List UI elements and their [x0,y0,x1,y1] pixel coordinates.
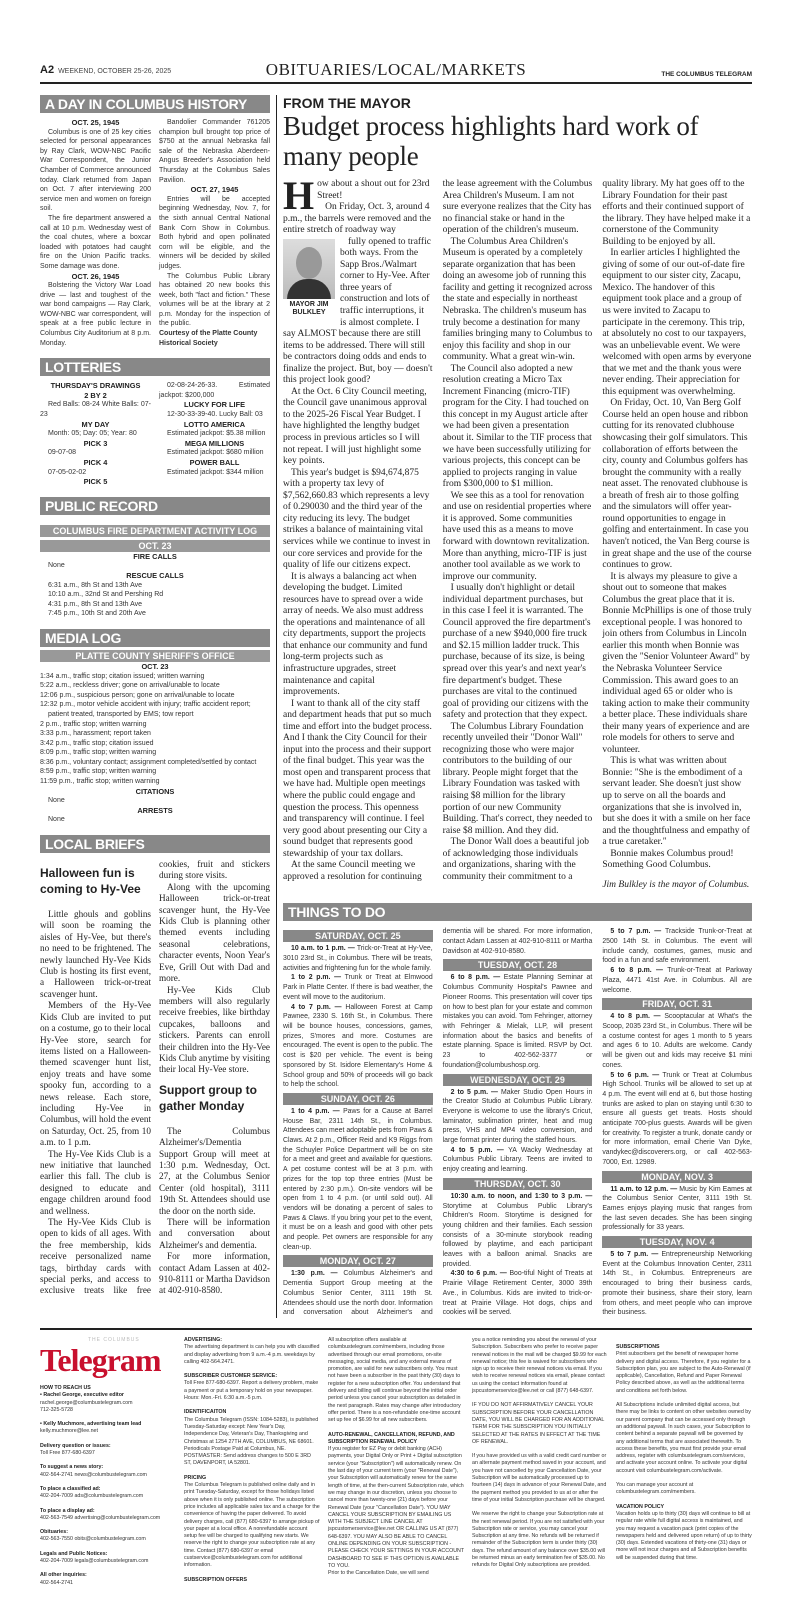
masthead-footer [40,1328,752,1587]
article-paragraph: I usually don't highlight or detail individual department purchases, but in this case I feel it is warranted. The Council approved the fire department's purchase of a new $940,000 fire truck and $2.15 million ladder truck. This purchase, because of its size, is being spread over this year's and next year's fire department's budget. These purchases are vital to the continued goal of providing our citizens with the safety and protection that they expect. [442,583,591,721]
event-item [443,1146,593,1175]
text-line: 11:59 p.m., traffic stop; written warning [40,778,160,786]
spacer [40,1522,176,1529]
spacer [616,1475,752,1482]
text-line: 712-325-5728 [40,1406,73,1413]
article-paragraph: I want to thank all of the city staff and department heads that put so much time and effort into the budget process. And I thank the City Council for their input into the process and their support of the final budget. This year was the most open and transparent process that we have had. Multiple open meetings where the public could engage and question the process. This openness and transparency will continue. I feel very good about presenting our City a sound budget that represents good stewardship of your tax dollars. [283,698,432,859]
subheading: Legals and Public Notices: [40,1550,108,1557]
event-item [602,927,752,966]
subheading: To suggest a news story: [40,1464,104,1471]
text-line: All subscription offers available at columbustelegram.com/members, including those advertised through our email promotions, on-site messaging, social media, and any external means of promotion, are valid for new subscribers only. You must not have been a subscriber in the past thirty (30) days to register for a new subscription offer. You understand that delivery and billing will continue beyond the initial order period unless you cancel your subscription as detailed in the next paragraph. Rates may change after introductory offer period. There is a non-refundable one-time account set up fee of $6.99 for all new subscribers. [328,1336,461,1424]
text-line: you a notice reminding you about the renewal of your Subscription. Subscribers who prefer to receive paper renewal notices in the mail will be charged $9.99 for each renewal notice; this fee is waived for subscribers who sign up to receive their renewal notices via email. If you wish to receive renewal notices via email, please contact us using the contact information found at jspcustomerservice@lee.net or call (877) 648-6397. [472,1336,607,1395]
event-description: YA Wacky Wednesday at Columbus Public Library. Teens are invited to enjoy creating and learning. [442,1146,593,1174]
spacer [40,1436,176,1443]
article-paragraph: At the same Council meeting we approved a resolution for continuing the lease agreement with the Columbus Area Children's Museum. I am not sure everyone realizes that the City has no financial stake or hand in the operation of the children's museum. [283,179,593,882]
text-line: Prior to the Cancellation Date, we will send [328,1570,429,1577]
event-time: 5 to 6 p.m. — [610,1071,660,1079]
text-line: 2 p.m., traffic stop; written warning [40,720,147,728]
text-line: IF YOU DO NOT AFFIRMATIVELY CANCEL YOUR SUBSCRIPTION BEFORE YOUR CANCELLATION DATE, YOU WILL BE CHARGED FOR AN ADDITIONAL TERM FOR THE SUBSCRIPTION YOU INITIALLY SELECTED AT THE RATES IN EFFECT AT THE TIME OF RENEWAL. [472,1402,605,1445]
text-line: kelly.muchmore@lee.net [40,1428,98,1435]
spacer [184,1366,320,1373]
text-line: 6:31 a.m., 8th St and 13th Ave [48,581,143,589]
event-time: 11 a.m. to 12 p.m. — [610,1185,678,1193]
article-paragraph: This year's budget is $94,674,875 with a property tax levy of $7,562,660.83 which represents a levy of 0.290030 and the third year of the city reducing its levy. The budget strikes a balance of maintaining vital services while we continue to invest in our core services and provide for the quality of life our citizens expect. [283,467,431,571]
brief-headline: Halloween fun is coming to Hy-Vee [40,866,141,897]
event-item [443,1269,593,1318]
text-line: 402-204-7009 legals@columbustelegram.com [40,1558,149,1565]
edition-date: WEEKEND, OCTOBER 25-26, 2025 [58,68,172,75]
right-content [276,95,752,1318]
telegram-logo [40,1336,176,1378]
footer-col-contact [40,1337,176,1587]
event-description: Scooptacular at What's the Scoop, 2035 23rd St., in Columbus. There will be a costume contest for ages 1 month to 5 years and ages 6 to 10. Adults are welcome. Candy will be given out and kids may receive $1 mini cones. [602,1013,752,1069]
text-line: All Subscriptions include unlimited digital access, but there may be links to content on other websites owned by our parent company that can be accessed only through an additional paywall. In such cases, your Subscription to content behind a separate paywall will be governed by any additional terms that are associated therewith. To access these benefits, you must first provide your email address, register with columbustelegram.com/services, and activate your account online. To activate your digital account visit columbustelegram.com/activate. [616,1402,751,1474]
text-line: 10:10 a.m., 32nd St and Pershing Rd [48,591,164,599]
event-item [602,1250,752,1318]
event-item [443,1088,593,1146]
spacer [472,1395,608,1402]
sheriff-log-body [40,662,270,825]
footer-col-renewal [472,1337,608,1587]
text-line: Bandolier Commander 761205 champion bull brought top price of $750 at the annual Nebraska fall sale of the Nebraska Aberdeen-Angus Breeder's Association held Thursday at the Columbus Sales Pavilion. [159,119,270,184]
event-description: Trunk or Treat at Elmwood Park in Platte Center. If there is bad weather, the event will move to the auditorium. [283,974,433,1001]
article-paragraph: fully opened to traffic both ways. From the Sapp Bros./Walmart corner to Hy-Vee. After three years of construction and lots of traffic interruptions, it is almost complete. I say ALMOST because there are still items to be addressed. There will still be contractors doing odds and ends to finalize the project. But, boy — doesn't this project look good? [283,236,433,386]
day-heading: TUESDAY, OCT. 28 [443,959,593,971]
subheading: SUBSCRIBER CUSTOMER SERVICE: [184,1373,278,1380]
text-line: None [48,562,65,570]
subheading: To place a display ad: [40,1507,95,1514]
event-description: Trackside Trunk-or-Treat at 2500 14th St. in Columbus. The event will include candy, costumes, games, music and food in a fun and safe environment. [602,928,752,965]
event-time: 1:30 p.m. — [291,1270,338,1278]
text-line: The advertising department is can help you with classified and display advertising from 9 a.m.-4 p.m. weekdays by calling 402-564.2471. [184,1344,320,1365]
things-to-do-heading: THINGS TO DO [283,903,752,921]
event-time: 5 to 7 p.m. — [610,1251,659,1259]
day-heading: SATURDAY, OCT. 25 [283,930,433,942]
day-heading: SUNDAY, OCT. 26 [283,1093,433,1105]
article-paragraph: On Friday, Oct. 10, Van Berg Golf Course held an open house and ribbon cutting for its renovated clubhouse showcasing their golf simulators. This collaboration of efforts between the city, county and Columbus golfers has brought the community with a really neat asset. The renovated clubhouse is a breath of fresh air to those golfing and the simulators will offer year-round opportunities to engage in golfing and entertainment. In case you haven't noticed, the Van Berg course is in great shape and the use of the course continues to grow. [602,398,752,571]
spacer [40,1544,176,1551]
subheading: THURSDAY'S DRAWINGS [50,381,141,391]
text-line: Estimated jackpot: $5.38 million [167,430,266,438]
text-line: We reserve the right to change your Subscription rate at the next renewal period. If you are not satisfied with your Subscription rate or service, you may cancel your Subscription at any time. No refunds will be returned if remainder of the Subscription term is under thirty (30) days. The refund amount of any balance over $35.00 will be returned minus an early termination fee of $35.00. No refunds for Digital Only subscriptions are provided. [472,1511,605,1569]
subheading: PRICING [184,1474,207,1481]
text-line: Toll Free 877-680-6397 [40,1450,95,1457]
sheriff-log-heading: PLATTE COUNTY SHERIFF'S OFFICE [40,650,270,662]
text-line: The Columbus Public Library has obtained 20 new books this week, both "fact and fiction." These volumes will be at the library at 2 p.m. Monday for the inspection of the public. [159,272,270,328]
subheading: IDENTIFICAITON [184,1409,227,1416]
day-heading: MONDAY, NOV. 3 [602,1171,752,1183]
article-paragraph: The Donor Wall does a beautiful job of acknowledging those individuals and organizations, sharing with the community their commitment to a quality library. My hat goes off to the Library Foundation for their past efforts and their continued support of the library. They have helped make it a cornerstone of the Community Building to be enjoyed by all. [442,179,751,882]
subheading: LUCKY FOR LIFE [183,400,246,410]
event-time: 1 to 4 p.m. — [291,1107,340,1115]
logo-text: Telegram [40,1341,161,1378]
spacer [184,1402,320,1409]
spacer [472,1446,608,1453]
spacer [40,1501,176,1508]
day-heading: FRIDAY, OCT. 31 [602,998,752,1010]
day-heading: WEDNESDAY, OCT. 29 [443,1074,593,1086]
mayor-column [283,95,752,891]
text-line: 12-30-33-39-40. Lucky Ball: 03 [167,411,263,419]
page-header [40,62,752,84]
event-item [602,966,752,995]
event-item [443,1192,593,1270]
credit-line: Courtesy of the Platte County Historical Society [159,330,258,347]
text-line: Little ghouls and goblins will soon be roaming the aisles of Hy-Vee, but there's no need to be frightened. The newly launched Hy-Vee Kids Club is hosting its first event, a Halloween trick-or-treat scavenger hunt. [40,909,151,999]
event-description: Music by Kim Eames at the Columbus Senior Center, 3111 19th St. Eames enjoys playing music that ranges from the last seven decades. She has been singing professionally for 33 years. [602,1185,752,1232]
lotteries-heading: LOTTERIES [40,358,270,376]
subheading: • Rachel George, executive editor [40,1392,124,1399]
subheading: PICK 3 [83,438,108,448]
text-line: There will be information and conversation about Alzheimer's and dementia. [159,1217,270,1250]
event-time: 5 to 7 p.m. — [610,928,662,936]
event-description: Trick-or-Treat at Hy-Vee, 3010 23rd St., in Columbus. There will be treats, activities and frightening fun for the whole family. [283,945,433,972]
fire-log-heading: COLUMBUS FIRE DEPARTMENT ACTIVITY LOG [40,525,270,537]
article-paragraph: In earlier articles I highlighted the giving of some of our out-of-date fire equipment to our sister city, Zacapu, Mexico. The handover of this equipment took place and a group of us were invited to Zacapu to participate in the ceremony. This trip, at absolutely no cost to our taxpayers, was an unbelievable event. We were welcomed with open arms by everyone that we met and the thank yous were never ending. Their appreciation for this equipment was overwhelming. [602,248,752,397]
event-time: 6 to 8 p.m. — [610,967,663,975]
subheading: OCT. 26, 1945 [71,271,120,281]
subheading: Delivery question or issues: [40,1442,111,1449]
article-lede [283,173,433,218]
text-line: Members of the Hy-Vee Kids Club are invited to put on a costume, go to their local Hy-Vee store, search for items listed on a Halloween-themed scavenger hunt list, enjoy treats and have some spooky fun, according to a news release. Each store, including Hy-Vee in Columbus, will hold the event on Saturday, Oct. 25, from 10 a.m. to 1 p.m. [40,1000,152,1148]
photo-caption: MAYOR JIM BULKLEY [289,300,329,317]
local-briefs-body [40,859,270,1297]
spacer [40,1565,176,1572]
footer-col-offers [328,1337,464,1587]
article-paragraph: The Council also adopted a new resolution creating a Micro Tax Increment Financing (micro-TIF) program for the City. I had touched on this concept in my August article after we had been given a presentation about it. Similar to the TIF process that we have been successfully utilizing for various projects, this concept can be applied to projects ranging in value from $300,000 to $1 million. [442,363,592,490]
newspaper-name: THE COLUMBUS TELEGRAM [661,71,752,78]
fire-log-body [40,552,270,619]
event-item [283,1003,433,1090]
main-content [40,95,752,1318]
contact-list [40,1385,176,1587]
subheading: HOW TO REACH US [40,1384,91,1391]
text-line: Vacation holds up to thirty (30) days will continue to bill at regular rate while full digital access is maintained, and you may request a vacation pack (print copies of the newspapers held and delivered upon return) of up to thirty (30) days. Extended vacations of thirty-one (31) days or more will not incur charges and all Subscription benefits will be suspended during that time. [616,1510,752,1561]
text-line: 3:42 p.m., traffic stop; citation issued [40,739,154,747]
event-description: Columbus Alzheimer's and Dementia Support Group meeting at the Columbus Senior Center, 3111 19th St. Attendees should use the north door. Information and conversation about Alzheimer's and dementia will be shared. For more information, contact Adam Lassen at 402-910-8111 or Martha Davidson at 402-910-8580. [283,928,593,1317]
subheading: ARRESTS [137,805,173,815]
text-line: Print subscribers get the benefit of newspaper home delivery and digital access. Therefore, if you register for a Subscription plan, you are subject to the Auto-Renewal (if applicable), Cancellation, Refund and Paper Renewal Policy described above, as well as the additional terms and conditions set forth below. [616,1351,751,1394]
text-line: 402-563-7549 advertising@columbustelegram.com [40,1514,161,1521]
subheading: To place a classified ad: [40,1485,101,1492]
text-line: 07-05-02-02 [48,468,87,476]
event-item [602,1185,752,1234]
mayor-headline: Budget process highlights hard work of many people [283,111,699,171]
mayor-kicker: FROM THE MAYOR [283,95,411,111]
text-line: Estimated jackpot: $680 million [167,449,264,457]
subheading: VACATION POLICY [616,1503,665,1510]
article-paragraph: It is always a balancing act when developing the budget. Limited resources have to spread over a wide array of needs. We also must address the operations and maintenance of all city departments, support the projects that enhance our community and fund long-term projects such as infrastructure upgrades, street maintenance and capital improvements. [283,571,428,698]
text-line: 8:09 p.m., traffic stop; written warning [40,749,157,757]
text-line: The Columbus Telegram is published online daily and in print Tuesday-Saturday, except for those holidays listed above when it is only published online. The subscription price includes all applicable sales tax and a charge for the convenience of having the paper delivered. To avoid delivery charges, call (877) 680-6397 to arrange pickup of your paper at a local office. A nonrefundable account setup fee will be charged to qualifying new starts. We reserve the right to change your subscription rate at any time. Contact (877) 680-6397 or email custservice@columbustelegram.com for additional information. [184,1482,320,1569]
subheading: Obituaries: [40,1529,68,1536]
spacer [472,1504,608,1511]
event-description: Entrepreneurship Networking Event at the Columbus Innovation Center, 2311 14th St., in Columbus. Entrepreneurs are encouraged to bring their business cards, promote their business, share their story, learn from others, and meet people who can improve their business. [602,1251,752,1317]
article-paragraph: The Columbus Library Foundation recently unveiled their "Donor Wall" recognizing those who were major contributors to the building of our library. People might forget that the Library Foundation was tasked with raising $8 million for the library portion of our new Community Building. That's correct, they needed to raise $8 million. And they did. [442,721,593,836]
history-body [40,118,270,348]
event-time: 10:30 a.m. to noon, and 1:30 to 3 p.m. — [450,1192,593,1200]
text-line: 7:45 p.m., 10th St and 20th Ave [48,610,146,618]
subheading: • Kelly Muchmore, advertising team lead [40,1421,142,1428]
article-paragraph: At the Oct. 6 City Council meeting, the Council gave unanimous approval to the 2025-26 Fiscal Year Budget. I have highlighted the lengthy budget process in previous articles so I will not repeat. I will just highlight some key points. [283,386,428,467]
event-item [283,944,433,973]
text-line: You can manage your account at columbustelegram.com/members. [616,1482,696,1496]
subheading: AUTO-RENEWAL, CANCELLATION, REFUND, AND SUBSCRIPTION RENEWAL POLICY [328,1431,455,1445]
spacer [616,1395,752,1402]
text-line: 402-564-2741 [40,1579,73,1586]
event-item [283,973,433,1002]
subheading: OCT. 25, 1945 [71,118,120,127]
event-description: Boo-tiful Night of Treats at Prairie Village Retirement Center, 3000 39th Ave., in Columbus. Kids are invited to trick-or-treat at Prairie Village. Hot dogs, chips and cookies will be served. [442,1270,593,1317]
day-heading: TUESDAY, NOV. 4 [602,1236,752,1248]
text-line: 4:31 p.m., 8th St and 13th Ave [48,600,143,608]
event-item [602,1012,752,1070]
things-to-do [283,903,752,1318]
article-paragraph: On Friday, Oct. 3, around 4 p.m., the barrels were removed and the entire stretch of roadway way [283,202,431,236]
text-line: 8:36 p.m., voluntary contact; assignment completed/settled by contact [40,758,257,766]
footer-col-subscriptions [616,1337,752,1587]
event-item [443,973,593,1070]
event-item [602,1071,752,1168]
text-line: 402-563-7550 obits@columbustelegram.com [40,1536,146,1543]
event-description: Maker Studio Open Hours in the Creator Studio at Columbus Public Library. Everyone is welcome to use the library's Cricut, laminator, sublimation printer, heat and mug press, VHS and MP4 video conversion, and large format printer during the staffed hours. [442,1088,593,1145]
subheading: MEGA MILLIONS [184,438,245,448]
footer-col-advertising [184,1337,320,1587]
text-line: 8:59 p.m., traffic stop; written warning [40,768,157,776]
text-line: For more information, contact Adam Lassen at 402-910-8111 or Martha Davidson at 402-910-8580. [159,1251,270,1296]
article-paragraph: We see this as a tool for renovation and use on residential properties where it is approved. Some communities have used this as a means to move forward with downtown revitalization. More than anything, micro-TIF is just another tool available as we work to improve our community. [442,490,592,582]
subheading: RESCUE CALLS [126,570,184,580]
text-line: Hy-Vee Kids Club members will also regularly receive freebies, like birthday cupcakes, balloons and stickers. Parents can enroll their children into the Hy-Vee Kids Club anytime by visiting their local Hy-Vee store. [159,984,270,1075]
text-line: Entries will be accepted beginning Wednesday, Nov. 7, for the sixth annual Central National Bank Corn Show in Columbus. Both hybrid and open pollinated corn will be eligible, and the winners will be decided by skilled judges. [159,195,270,270]
text-line: Along with the upcoming Halloween trick-or-treat scavenger hunt, the Hy-Vee Kids Club is planning other themed events including seasonal celebrations, character events, Noon Year's Eve, Grill Out with Dad and more. [159,881,270,984]
subheading: LOTTO AMERICA [183,419,246,429]
lede-text: ow about a shout out for 23rd Street! [317,179,430,201]
fire-log-date: OCT. 23 [40,540,270,552]
subheading: PICK 5 [83,477,108,487]
text-line: Red Balls: 08-24 White Balls: 07-23 [40,401,151,419]
text-line: Month: 05; Day: 05; Year: 80 [48,430,137,438]
event-time: 2 to 5 p.m. — [450,1088,498,1096]
text-line: 1:34 a.m., traffic stop; citation issued; written warning [40,672,205,680]
spacer [616,1337,752,1344]
event-item [283,1107,433,1253]
spacer [184,1468,320,1475]
event-time: 4 to 5 p.m. — [450,1146,504,1154]
article-paragraph: Bonnie makes Columbus proud! Something Good Columbus. [602,848,734,871]
article-paragraph: It is always my pleasure to give a shout out to someone that makes Columbus the great place that it is. Bonnie McPhillips is one of those truly exceptional people. I was honored to join others from Columbus in Lincoln earlier this month when Bonnie was given the "Senior Volunteer Award" by the Nebraska Volunteer Service Commission. This award goes to an individual aged 65 or older who is taking action to make their community a better place. These individuals share their many years of experience and are role models for others to serve and volunteer. [602,571,752,755]
subheading: ADVERTISING: [184,1336,222,1343]
text-line: Estimated jackpot: $344 million [167,468,264,476]
day-heading: MONDAY, OCT. 27 [283,1255,433,1267]
spacer [40,1414,176,1421]
text-line: 3:33 p.m., harassment; report taken [40,730,151,738]
event-time: 4:30 to 6 p.m. — [450,1270,507,1278]
local-briefs-heading: LOCAL BRIEFS [40,835,270,853]
day-heading: THURSDAY, OCT. 30 [443,1178,593,1190]
text-line: The Hy-Vee Kids Club is a new initiative that launched earlier this fall. The club is designed to educate and engage children around food and wellness. [40,1148,151,1216]
event-time: 4 to 8 p.m. — [610,1013,661,1021]
subheading: MY DAY [81,419,110,429]
subheading: OCT. 27, 1945 [190,185,239,195]
text-line: Toll Free 877-680-6397. Report a delivery problem, make a payment or put a temporary hold on your newspaper. Hours: Mon.-Fri. 6:30 a.m.-5 p.m. [184,1380,319,1402]
newspaper-page [40,0,752,1607]
spacer [40,1457,176,1464]
subheading: 2 BY 2 [84,390,107,400]
subheading: FIRE CALLS [133,551,177,561]
event-time: 4 to 7 p.m. — [291,1003,342,1011]
event-time: 6 to 8 p.m. — [450,974,501,982]
text-line: The Hy-Vee Kids Club is open to kids of all ages. With the free membership, kids receive personalized name tags, birthday cards with special perks, and access to exclusive treats like free cookies, fruit and stickers during store visits. [40,859,270,1296]
page-number: A2 [40,64,55,76]
mayor-photo [283,239,335,318]
text-line: If you have provided us with a valid credit card number or an alternate payment method saved in your account, and you have not cancelled by your Cancellation Date, your Subscription will be automatically processed up to fourteen (14) days in advance of your Renewal Date, and the payment method you provided to us at or after the time of your initial Subscription purchase will be charged. [472,1453,607,1503]
lotteries-body [40,381,270,487]
text-line: The Columbus Telegram (ISSN: 1084-5283), is published Tuesday-Saturday except: New Year's Day, Independence Day, Veteran's Day, Thanksgiving and Christmas at 1254 27TH AVE, COLUMBUS, NE 68601. Periodicals Postage Paid at Columbus, NE. POSTMASTER: Send address changes to 500 E 3RD ST, DAVENPORT, IA 52801. [184,1416,319,1467]
article-paragraph: The Columbus Area Children's Museum is operated by a completely separate organization that has been doing an awesome job of running this facility and getting it recognized across the state and especially in northeast Nebraska. The children's museum has truly become a destination for many families bringing many to Columbus to enjoy this facility and shop in our community. What a great win-win. [442,236,593,363]
event-description: Estate Planning Seminar at Columbus Community Hospital's Pawnee and Pioneer Rooms. This presentation will cover tips on how to best plan for your estate and common mistakes you can avoid. Tom Fehringer, attorney with Fehringer & Mielak, LLP, will present information about the basics and benefits of estate planning. Space is limited. RSVP by Oct. 23 to 402-562-3377 or foundation@columbushosp.org. [442,974,593,1069]
text-line: rachel.george@columbustelegram.com [40,1399,133,1406]
subheading: POWER BALL [189,458,240,467]
text-line: 12:06 p.m., suspicious person; gone on arrival/unable to locate [40,691,235,699]
subheading: All other inquiries: [40,1572,87,1579]
text-line: Bolstering the Victory War Load drive — last and toughest of the war bond campaigns — Ray Clark, WOW-NBC war correspondent, will speak at a free public lecture in Columbus City Auditorium at 8 p.m. Monday. [40,282,151,347]
subheading: OCT. 23 [141,661,169,671]
event-time: 1 to 2 p.m. — [291,974,342,982]
event-description: Halloween Forest at Camp Pawnee, 2330 S. 16th St., in Columbus. There will be bounce houses, concessions, games, prizes, S'mores and more. Costumes are encouraged. The event is open to the public. The cost is $20 per vehicle. The event is being sponsored by St. Isidore Elementary's Home & School group and 50% of proceeds will go back to help the school. [283,1003,433,1089]
text-line: The fire department answered a call at 10 p.m. Wednesday west of the coal chutes, where a boxcar loaded with potatoes had caught fire on the Union Pacific tracks. Some damage was done. [40,214,151,270]
subheading: CITATIONS [135,786,175,796]
text-line: 09-07-08 [48,449,77,457]
text-line: 402-204-7009 ads@columbustelegram.com [40,1493,144,1500]
text-line: Columbus is one of 25 key cities selected for personal appearances by Ray Clark, WOW-NBC Pacific War Correspondent, the Junior Chamber of Commerce announced today. Clark returned from Japan on Oct. 7 after interviewing 200 service men and women on foreign soil. [40,128,151,213]
text-line: 12:32 p.m., motor vehicle accident with injury; traffic accident report; patient treated, transported by EMS; tow report [40,701,251,718]
event-description: Storytime at Columbus Public Library's Children's Room. Storytime is designed for young children and their families. Each session consists of a 30-minute storybook reading followed by playtime, and each participant leaves with a balloon animal. Snacks are provided. [442,1202,593,1268]
media-log-heading: MEDIA LOG [40,629,270,647]
section-title: OBITUARIES/LOCAL/MARKETS [265,60,527,79]
spacer [40,1479,176,1486]
event-description: Paws for a Cause at Barrel House Bar, 2311 14th St., in Columbus. Attendees can meet adoptable pets from Paws & Claws. At 2 p.m., Officer Reid and K9 Riggs from the Schuyler Police Department will be on site for a meet and greet and available for questions. A pet costume contest will be at 3 p.m. with prizes for the top top three entries (Must be entered by 2:30 p.m.). On-site vendors will be open from 1 to 4 p.m. (or until sold out). All vendors will be donating a percent of sales to Paws & Claws. If you bring your pet to the event, it must be on a leash and good with other pets and people. Pet owners are responsible for any clean-up. [283,1107,433,1251]
event-description: Trunk-or-Treat at Parkway Plaza, 4471 41st Ave. in Columbus. All are welcome. [602,967,752,994]
public-record-heading: PUBLIC RECORD [40,497,270,515]
drop-cap: H [283,173,315,218]
brief-headline: Support group to gather Monday [159,1082,257,1113]
history-heading: A DAY IN COLUMBUS HISTORY [40,95,270,113]
spacer [616,1497,752,1504]
spacer [328,1425,464,1432]
text-line: None [48,797,65,805]
text-line: None [48,816,65,824]
author-signoff: Jim Bulkley is the mayor of Columbus. [602,879,750,890]
spacer [184,1570,320,1577]
events-list [283,927,752,1318]
mayor-portrait [283,239,335,299]
subheading: SUBSCRIPTION OFFERS [184,1576,247,1583]
subheading: PICK 4 [83,458,108,467]
text-line: 402-564-2741 news@columbustelegram.com [40,1471,147,1478]
article-paragraph: This is what was written about Bonnie: "She is the embodiment of a servant leader. She doesn't just show up to serve on all the boards and organizations that she is involved in, but she does it with a smile on her face and the thoughtfulness and empathy of a true caretaker." [602,756,751,848]
left-rail [40,95,270,1297]
event-description: Trunk or Treat at Columbus High School. Trunks will be allowed to set up at 4 p.m. The event will end at 6, but those hosting trunks are asked to plan on staying until 6:30 to ensure all guests get treats. Hosts should anticipate 700-plus guests. Awards will be given for creativity. To register a trunk, donate candy or for more information, email Cherie Van Dyke, vandykec@discoverers.org, or call 402-563-7000, Ext. 12989. [602,1071,752,1166]
text-line: The Columbus Alzheimer's/Dementia Support Group will meet at 1:30 p.m. Wednesday, Oct. 27, at the Columbus Senior Center (old hospital), 3111 19th St. Attendees should use the door on the north side. [159,1125,270,1216]
text-line: 5:22 a.m., reckless driver; gone on arrival/unable to locate [40,682,220,690]
subheading: SUBSCRIPTIONS [616,1343,660,1350]
event-time: 10 a.m. to 1 p.m. — [291,945,355,953]
logo-small-text: THE COLUMBUS [88,1336,140,1343]
text-line: 02-08-24-26-33. Estimated jackpot: $200,000 [159,382,270,399]
text-line: If you register for EZ Pay or debit banking (ACH) payments, your Digital Only or Print + Digital subscription service (your "Subscription") will automatically renew. On the last day of your current term (your "Renewal Date"), your Subscription will automatically renew for the same length of time, at the then-current Subscription rate, which we may change in our discretion, unless you choose to cancel more than twenty-one (21) days before your Renewal Date (your "Cancellation Date"). YOU MAY CANCEL YOUR SUBSCRIPTION BY EMAILING US WITH THE SUBJECT LINE CANCEL AT jspcustomerservice@lee.net OR CALLING US AT (877) 648-6397. YOU MAY ALSO BE ABLE TO CANCEL ONLINE DEPENDING ON YOUR SUBSCRIPTION - PLEASE CHECK YOUR SETTINGS IN YOUR ACCOUNT DASHBOARD TO SEE IF THIS OPTION IS AVAILABLE TO YOU. [328,1446,464,1569]
mayor-article-body [283,173,752,891]
